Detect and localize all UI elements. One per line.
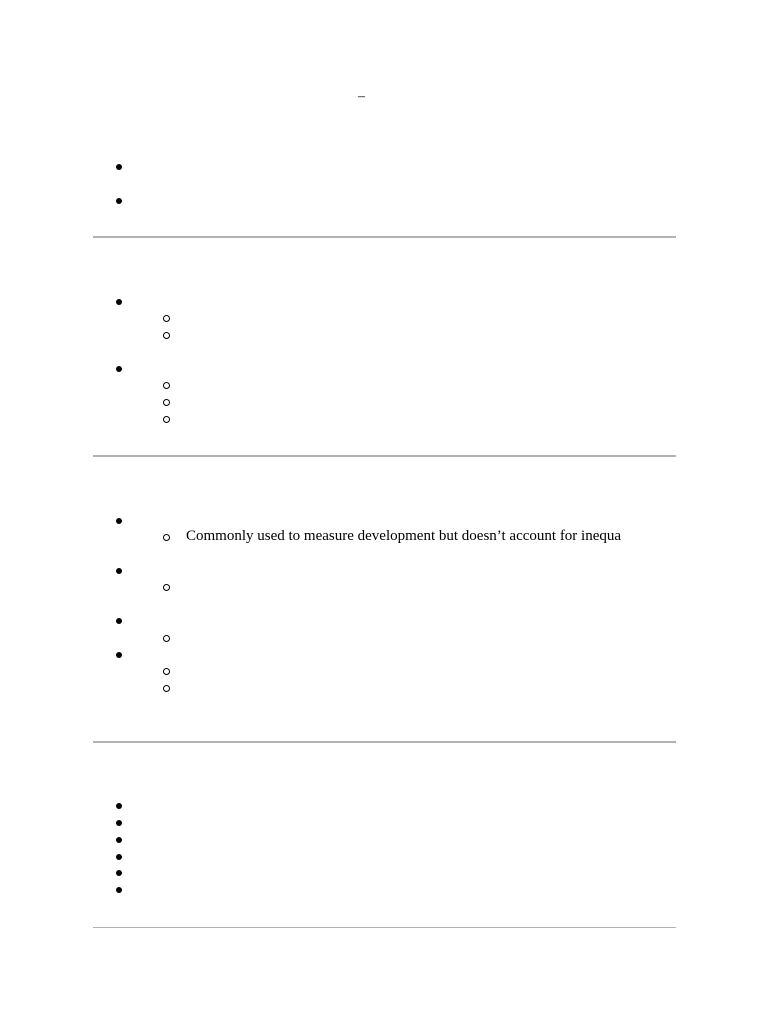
bullet: [116, 618, 122, 624]
sub-bullet: [163, 332, 170, 339]
bullet: [116, 299, 122, 305]
bullet: [116, 518, 122, 524]
sub-bullet: [163, 315, 170, 322]
bullet: [116, 837, 122, 843]
sub-bullet: [163, 584, 170, 591]
bullet: [116, 366, 122, 372]
section-divider: [93, 927, 676, 928]
bullet: [116, 568, 122, 574]
bullet: [116, 198, 122, 204]
bullet: [116, 854, 122, 860]
sub-bullet: [163, 635, 170, 642]
bullet: [116, 803, 122, 809]
bullet: [116, 652, 122, 658]
sub-bullet: [163, 534, 170, 541]
sub-bullet: [163, 685, 170, 692]
title-dash: –: [358, 89, 365, 104]
section-divider: [93, 455, 676, 457]
bullet: [116, 820, 122, 826]
sub-bullet: [163, 416, 170, 423]
bullet: [116, 887, 122, 893]
sub-item-text: Commonly used to measure development but doesn’t account for inequa: [186, 528, 622, 544]
bullet: [116, 164, 122, 170]
sub-bullet: [163, 668, 170, 675]
sub-bullet: [163, 382, 170, 389]
sub-bullet: [163, 399, 170, 406]
section-divider: [93, 741, 676, 743]
bullet: [116, 870, 122, 876]
section-divider: [93, 236, 676, 238]
